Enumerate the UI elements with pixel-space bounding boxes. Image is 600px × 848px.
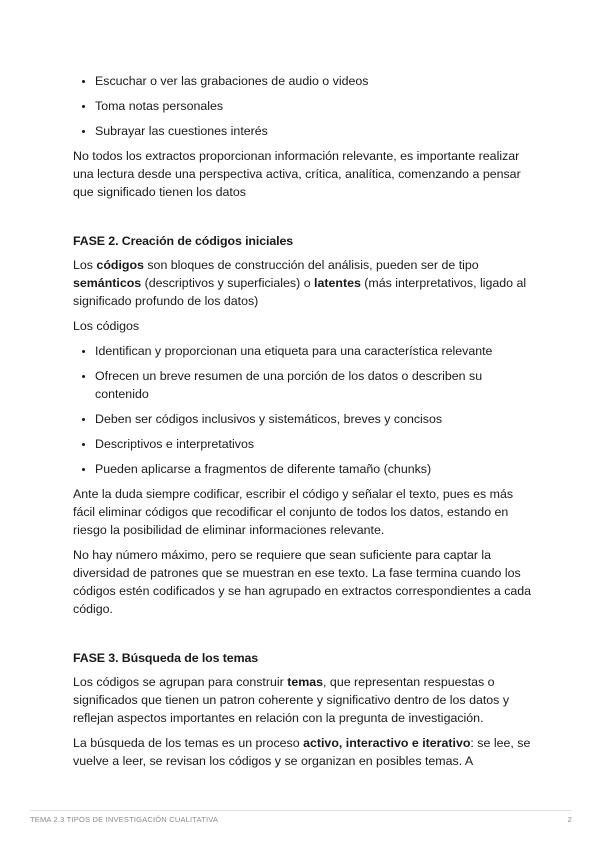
text-run: son bloques de construcción del análisis, pueden ser de tipo <box>143 258 479 272</box>
list-item: • Deben ser códigos inclusivos y sistemáticos, breves y concisos <box>95 410 533 428</box>
fase2-paragraph-duda: Ante la duda siempre codificar, escribir el código y señalar el texto, pues es más fácil eliminar códigos que recodificar el conjunto de todos los datos, estando en riesgo la posibilidad de eliminar informaciones relevante. <box>73 487 514 537</box>
text-run: (descriptivos y superficiales) o <box>141 276 315 290</box>
list-item: • Toma notas personales <box>95 97 533 115</box>
fase2-paragraph-maximo: No hay número máximo, pero se requiere que sean suficiente para captar la diversidad de patrones que se muestran en ese texto. La fase termina cuando los códigos estén codificados y se han agrupado en extractos correspondientes a cada código. <box>73 548 532 616</box>
list-item: • Ofrecen un breve resumen de una porción de los datos o describen su contenido <box>95 367 533 403</box>
bold-term-temas: temas <box>287 675 324 689</box>
intro-paragraph: No todos los extractos proporcionan información relevante, es importante realizar una lectura desde una perspectiva activa, crítica, analítica, comenzando a pensar que significado tienen los datos <box>73 149 521 199</box>
list-item: • Identifican y proporcionan una etiqueta para una característica relevante <box>95 342 533 360</box>
page-number: 2 <box>567 815 572 824</box>
fase3-paragraph-busqueda <box>73 734 533 770</box>
fase3-paragraph-temas <box>73 673 533 727</box>
document-page <box>73 72 533 777</box>
intro-bullet-list <box>73 72 533 140</box>
bold-term-latentes: latentes <box>314 276 361 290</box>
list-item: • Descriptivos e interpretativos <box>95 435 533 453</box>
bold-term-semanticos: semánticos <box>73 276 142 290</box>
text-run: Los códigos se agrupan para construir <box>73 675 288 689</box>
bold-term-codigos: códigos <box>96 258 144 272</box>
text-run: Los <box>73 258 97 272</box>
page-footer <box>30 810 572 824</box>
bold-term-proceso: activo, interactivo e iterativo <box>303 736 471 750</box>
fase2-paragraph-los-codigos: Los códigos <box>73 319 140 333</box>
text-run: La búsqueda de los temas es un proceso <box>73 736 304 750</box>
fase3-heading: FASE 3. Búsqueda de los temas <box>73 651 259 665</box>
text-run: : se lee, se vuelve a leer, se revisan los códigos y se organizan en posibles temas. A <box>73 736 531 768</box>
text-run: (más interpretativos, ligado al significado profundo de los datos) <box>73 276 527 308</box>
list-item: • Pueden aplicarse a fragmentos de diferente tamaño (chunks) <box>95 460 533 478</box>
fase2-bullet-list <box>73 342 533 478</box>
fase2-heading: FASE 2. Creación de códigos iniciales <box>73 234 294 248</box>
list-item: • Subrayar las cuestiones interés <box>95 122 533 140</box>
list-item: • Escuchar o ver las grabaciones de audio o videos <box>95 72 533 90</box>
text-run: , que representan respuestas o significados que tienen un patron coherente y significativo dentro de los datos y reflejan aspectos importantes en relación con la pregunta de investigación. <box>73 675 510 725</box>
fase2-paragraph-codigos <box>73 256 533 310</box>
footer-title: TEMA 2.3 TIPOS DE INVESTIGACIÓN CUALITATIVA <box>30 815 219 824</box>
